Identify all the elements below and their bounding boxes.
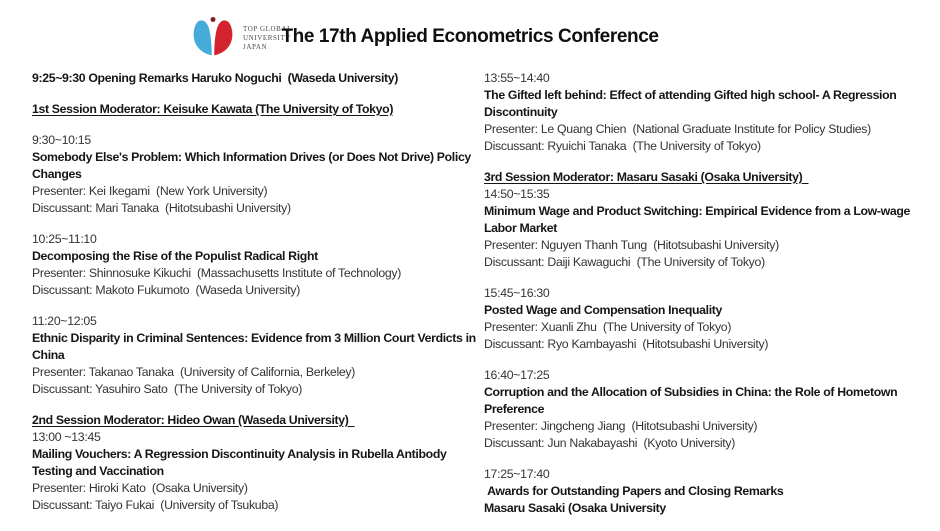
logo-org-line: JAPAN	[243, 42, 268, 51]
session-time: 11:20~12:05	[32, 314, 97, 328]
session-time: 9:30~10:15	[32, 133, 91, 147]
program-block	[32, 231, 482, 299]
paper-title: Decomposing the Rise of the Populist Radical Right	[32, 249, 318, 263]
session-moderator: 1st Session Moderator: Keisuke Kawata (The University of Tokyo)	[32, 102, 394, 116]
program-block	[32, 313, 482, 398]
logo-org-line: UNIVERSITY	[243, 33, 291, 42]
session-time: 13:55~14:40	[484, 71, 550, 85]
paper-title: Mailing Vouchers: A Regression Discontinuity Analysis in Rubella Antibody Testing and Vaccination	[32, 447, 450, 478]
program-block	[484, 466, 939, 517]
discussant: Discussant: Ryo Kambayashi (Hitotsubashi University)	[484, 337, 769, 351]
session-time: 17:25~17:40	[484, 467, 550, 481]
program-block	[484, 285, 939, 353]
discussant: Discussant: Yasuhiro Sato (The University of Tokyo)	[32, 382, 303, 396]
program-block	[32, 412, 482, 514]
presenter: Presenter: Kei Ikegami (New York University)	[32, 184, 268, 198]
session-moderator: 2nd Session Moderator: Hideo Owan (Waseda University)	[32, 413, 355, 427]
program-block	[484, 367, 939, 452]
discussant: Discussant: Mari Tanaka (Hitotsubashi University)	[32, 201, 291, 215]
presenter: Presenter: Le Quang Chien (National Graduate Institute for Policy Studies)	[484, 122, 871, 136]
discussant: Discussant: Taiyo Fukai (University of Tsukuba)	[32, 498, 279, 512]
program-block	[32, 101, 482, 118]
session-time: 14:50~15:35	[484, 187, 550, 201]
program-block	[484, 169, 939, 271]
paper-title: Posted Wage and Compensation Inequality	[484, 303, 723, 317]
program-block	[32, 70, 482, 87]
paper-title: Ethnic Disparity in Criminal Sentences: Evidence from 3 Million Court Verdicts in China	[32, 331, 479, 362]
logo-org-line: TOP GLOBAL	[243, 24, 292, 33]
program-block	[484, 70, 939, 155]
session-time: 15:45~16:30	[484, 286, 550, 300]
program-column-right	[484, 70, 939, 531]
session-time: 13:00 ~13:45	[32, 430, 101, 444]
page-title: The 17th Applied Econometrics Conference	[281, 26, 659, 47]
discussant: Discussant: Ryuichi Tanaka (The University of Tokyo)	[484, 139, 761, 153]
presenter: Presenter: Jingcheng Jiang (Hitotsubashi University)	[484, 419, 758, 433]
presenter: Presenter: Shinnosuke Kikuchi (Massachusetts Institute of Technology)	[32, 266, 402, 280]
discussant: Discussant: Jun Nakabayashi (Kyoto University)	[484, 436, 736, 450]
session-time: 16:40~17:25	[484, 368, 550, 382]
closing-remarks: Masaru Sasaki (Osaka University	[484, 501, 666, 515]
presenter: Presenter: Hiroki Kato (Osaka University)	[32, 481, 248, 495]
presenter: Presenter: Xuanli Zhu (The University of Tokyo)	[484, 320, 732, 334]
program-column-left	[32, 70, 482, 528]
discussant: Discussant: Makoto Fukumoto (Waseda University)	[32, 283, 301, 297]
paper-title: Somebody Else's Problem: Which Information Drives (or Does Not Drive) Policy Changes	[32, 150, 474, 181]
presenter: Presenter: Nguyen Thanh Tung (Hitotsubashi University)	[484, 238, 779, 252]
session-moderator: 3rd Session Moderator: Masaru Sasaki (Osaka University)	[484, 170, 809, 184]
opening-remarks: 9:25~9:30 Opening Remarks Haruko Noguchi (Waseda University)	[32, 71, 399, 85]
closing-remarks: Awards for Outstanding Papers and Closing Remarks	[484, 484, 784, 498]
program-block	[32, 132, 482, 217]
paper-title: Corruption and the Allocation of Subsidies in China: the Role of Hometown Preference	[484, 385, 901, 416]
paper-title: The Gifted left behind: Effect of attending Gifted high school- A Regression Discontinuity	[484, 88, 900, 119]
discussant: Discussant: Daiji Kawaguchi (The University of Tokyo)	[484, 255, 765, 269]
session-time: 10:25~11:10	[32, 232, 97, 246]
paper-title: Minimum Wage and Product Switching: Empirical Evidence from a Low-wage Labor Market	[484, 204, 914, 235]
presenter: Presenter: Takanao Tanaka (University of California, Berkeley)	[32, 365, 356, 379]
